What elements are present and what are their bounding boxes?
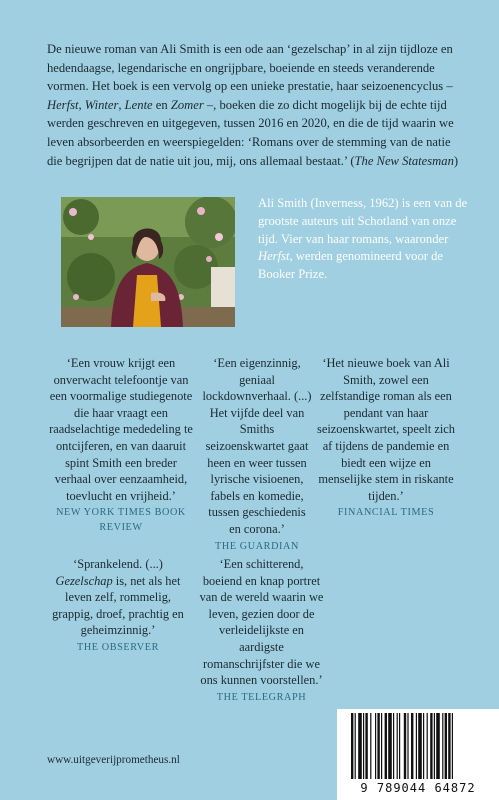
quote-text: ‘Een schitterend, boeiend en knap portret van de wereld waarin we leven, gezien door de verleidelijkste en aardigste romanschrijfster die we ons kunnen voorstellen.’	[199, 557, 324, 688]
review-quote	[46, 355, 196, 535]
quote-text: ‘Een vrouw krijgt een onverwacht telefoontje van een voormalige studiegenote die haar vraagt een raadselachtige mededeling te ontcijferen, en van daaruit spint Smith een breder verhaal over eenzaamheid, toevlucht en vrijheid.’	[49, 356, 193, 503]
blurb-source: The New Statesman	[354, 153, 454, 168]
book-title-winter: Winter	[84, 97, 119, 112]
quote-text: ‘Sprankelend. (...)	[73, 557, 163, 571]
barcode-bar	[434, 713, 435, 779]
review-quote	[202, 355, 312, 554]
author-bio-text: Ali Smith (Inverness, 1962) is een van de grootste auteurs uit Schotland van onze tijd. Vier van haar romans, waaronder	[258, 196, 468, 246]
quote-source: THE GUARDIAN	[215, 540, 299, 552]
separator: ,	[118, 97, 125, 112]
separator: en	[152, 97, 171, 112]
barcode-bar	[423, 713, 424, 779]
barcode-bar	[411, 713, 413, 779]
barcode-bar	[377, 713, 379, 779]
barcode-bar	[385, 713, 387, 779]
barcode-bar	[393, 713, 394, 779]
barcode-bar	[404, 713, 406, 779]
review-quote	[199, 556, 324, 705]
barcode-bar	[427, 713, 428, 779]
blurb-text: De nieuwe roman van Ali Smith is een ode aan ‘gezelschap’ in al zijn tijdloze en hedendaagse, legendarische en ongrijpbare, boeiende en steeds veranderende vormen. Het boek is een vervolg op een unieke prestatie, haar seizoenencyclus –	[47, 42, 453, 94]
barcode-bar	[418, 713, 422, 779]
isbn-number: 9 789044 64872	[360, 781, 476, 795]
author-bio	[258, 195, 473, 284]
barcode-bar	[430, 713, 432, 779]
quote-source: FINANCIAL TIMES	[337, 507, 435, 519]
book-title-lente: Lente	[124, 97, 153, 112]
quote-text: is, net als het leven zelf, rommelig, grappig, droef, prachtig en geheimzinnig.’	[52, 573, 184, 638]
barcode-bars	[337, 709, 499, 781]
barcode-bar	[355, 713, 356, 779]
barcode-bar	[358, 713, 362, 779]
barcode-bar	[397, 713, 398, 779]
quote-text: ‘Het nieuwe boek van Ali Smith, zowel een zelfstandige roman als een pendant van haar seizoenskwartet, speelt zich af tijdens de pandemie en biedt een wijze en menselijke stem in riskante tijden.’	[317, 356, 455, 503]
separator: ,	[78, 97, 85, 112]
barcode-bar	[365, 713, 367, 779]
barcode-bar	[370, 713, 371, 779]
barcode-bar	[363, 713, 364, 779]
quote-text: ‘Een eigenzinnig, geniaal lockdownverhaal. (...) Het vijfde deel van Smiths seizoenskwartet gaat heen en weer tussen lyrische visioenen, fabels en komedie, tussen geschiedenis en corona.’	[202, 356, 312, 536]
blurb-text: )	[453, 153, 459, 168]
barcode-bar	[388, 713, 392, 779]
barcode-bar	[436, 713, 440, 779]
barcode-bar	[351, 713, 353, 779]
barcode-bar	[399, 713, 400, 779]
barcode-bar	[407, 713, 408, 779]
quote-source: THE OBSERVER	[77, 641, 159, 653]
back-cover-blurb	[47, 40, 467, 170]
publisher-website: www.uitgeverijprometheus.nl	[47, 754, 180, 766]
review-quote	[52, 556, 184, 655]
author-bio-text: , werden genomineerd voor de Booker Prize.	[258, 249, 444, 282]
barcode-bar	[452, 713, 453, 779]
barcode-bar	[442, 713, 443, 779]
barcode-bar	[381, 713, 382, 779]
quote-source: NEW YORK TIMES BOOK REVIEW	[56, 507, 186, 534]
book-title-herfst: Herfst	[258, 249, 290, 264]
quote-source: THE TELEGRAPH	[216, 691, 307, 703]
barcode	[337, 709, 499, 800]
book-title-zomer: Zomer	[170, 97, 204, 112]
blurb-text: –, boeken die zo dicht mogelijk bij de echte tijd werden geschreven en uitgegeven, tussen 2016 en 2020, en die de tijd waarin we leven absorbeerden en weerspiegelden: ‘Romans over de stemming van de natie die begrijpen dat de natie uit jou, mij, ons allemaal bestaat.’ (	[47, 97, 454, 168]
book-title-herfst: Herfst	[47, 97, 79, 112]
barcode-bar	[416, 713, 417, 779]
book-title-gezelschap: Gezelschap	[55, 573, 113, 588]
review-quote	[316, 355, 456, 520]
barcode-bar	[375, 713, 376, 779]
barcode-bar	[448, 713, 450, 779]
barcode-bar	[445, 713, 447, 779]
author-photo	[61, 197, 235, 327]
